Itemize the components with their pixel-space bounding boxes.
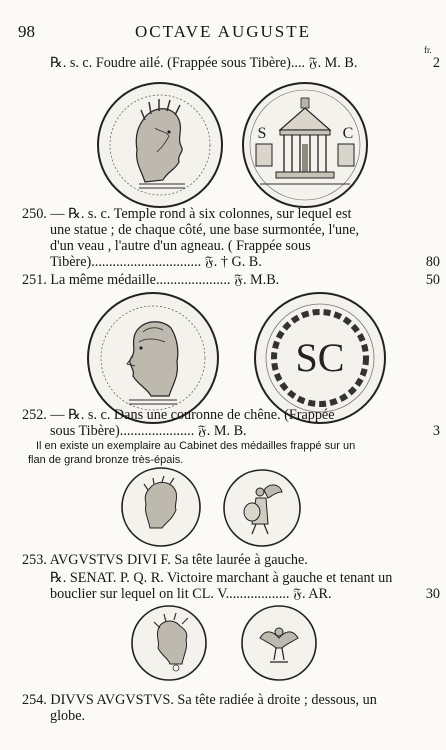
entry-254-line-2: globe.: [50, 708, 86, 724]
entry-252-note-1: Il en existe un exemplaire au Cabinet des médailles frappé sur un: [36, 440, 356, 452]
coin-sc-text: SC: [295, 335, 345, 380]
entry-249-price: 2: [432, 55, 440, 71]
coin-obverse-augustus-radiate: [130, 604, 208, 682]
entry-252-note-2: flan de grand bronze très-épais.: [28, 454, 184, 466]
entry-253-line-1: 253. AVGVSTVS DIVI F. Sa tête laurée à gauche.: [22, 552, 308, 568]
currency-unit: fr.: [424, 45, 432, 55]
entry-253-line-2: ℞. SENAT. P. Q. R. Victoire marchant à gauche et tenant un: [50, 570, 393, 586]
coin-reverse-victory: [222, 468, 302, 548]
entry-253-line-3: bouclier sur lequel on lit CL. V.................. 𝔉. AR.: [50, 586, 332, 602]
coin-reverse-temple: [240, 80, 370, 210]
page-number: 98: [18, 22, 35, 41]
coin-obverse-augustus-head-1: [95, 80, 225, 210]
coin-obverse-augustus-laureate: [120, 466, 202, 548]
entry-250-line-4: Tibère)............................... 𝔉. † G. B.: [50, 254, 262, 270]
entry-250-line-2: une statue ; de chaque côté, une base surmontée, l'une,: [50, 222, 360, 238]
entry-250-price: 80: [425, 254, 440, 270]
svg-text:C: C: [342, 125, 354, 142]
entry-252-price: 3: [432, 423, 440, 439]
entry-252-line-2: sous Tibère)..................... 𝔉. M. B.: [50, 423, 247, 439]
entry-249-line: ℞. s. c. Foudre ailé. (Frappée sous Tibère).... 𝔉. M. B.: [50, 55, 358, 71]
page-title: OCTAVE AUGUSTE: [134, 22, 312, 41]
entry-250-line-3: d'un veau , l'autre d'un agneau. ( Frappée sous: [50, 238, 311, 254]
entry-251-line: 251. La même médaille..................... 𝔉. M.B.: [22, 272, 280, 288]
coin-obverse-augustus-head-2: [85, 290, 221, 426]
entry-254-line-1: 254. DIVVS AVGVSTVS. Sa tête radiée à droite ; dessous, un: [22, 692, 377, 708]
svg-text:S: S: [257, 125, 267, 142]
entry-253-price: 30: [425, 586, 440, 602]
coin-reverse-eagle: [240, 604, 318, 682]
coin-reverse-oak-wreath-sc: [252, 290, 388, 426]
entry-252-line-1: 252. — ℞. s. c. Dans une couronne de chêne. (Frappée: [22, 407, 335, 423]
entry-250-line-1: 250. — ℞. s. c. Temple rond à six colonnes, sur lequel est: [22, 206, 352, 222]
entry-251-price: 50: [425, 272, 440, 288]
